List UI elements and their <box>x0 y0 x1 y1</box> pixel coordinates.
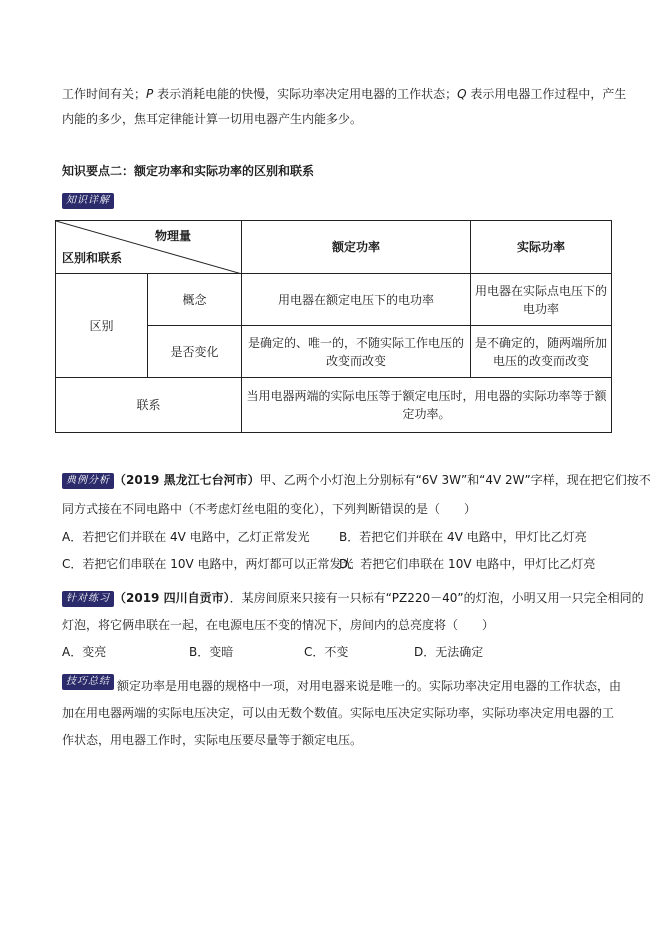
practice-line-1 <box>62 590 644 607</box>
summary-line-1: 额定功率是用电器的规格中一项，对用电器来说是唯一的。实际功率决定用电器的工作状态，由 <box>117 679 622 693</box>
comparison-table <box>55 220 612 433</box>
badge-practice: 针对练习 <box>62 591 114 607</box>
header-rated-power: 额定功率 <box>242 221 471 274</box>
intro-text-b: 表示消耗电能的快慢，实际功率决定用电器的工作状态； <box>153 87 458 101</box>
intro-line-1 <box>62 86 626 102</box>
practice-line-2: 灯泡，将它俩串联在一起，在电源电压不变的情况下，房间内的总亮度将（ ） <box>62 618 495 632</box>
intro-line-2: 内能的多少，焦耳定律能计算一切用电器产生内能多少。 <box>62 112 363 126</box>
corner-label-top: 物理量 <box>154 229 191 243</box>
example-option-d: D．若把它们串联在 10V 电路中，甲灯比乙灯亮 <box>339 557 596 571</box>
badge-knowledge-detail: 知识详解 <box>62 193 114 209</box>
example-text-1: 甲、乙两个小灯泡上分别标有“6V 3W”和“4V 2W”字样，现在把它们按不 <box>259 473 651 487</box>
practice-option-c: C．不变 <box>304 645 349 659</box>
practice-option-a: A．变亮 <box>62 645 107 659</box>
cell-concept-rated: 用电器在额定电压下的电功率 <box>242 274 471 326</box>
cell-change-actual: 是不确定的，随两端所加电压的改变而改变 <box>471 326 612 378</box>
practice-option-b: B．变暗 <box>189 645 234 659</box>
example-option-b: B．若把它们并联在 4V 电路中，甲灯比乙灯亮 <box>339 530 587 544</box>
cell-concept-actual: 用电器在实际点电压下的电功率 <box>471 274 612 326</box>
symbol-p: P <box>146 87 154 101</box>
practice-source: （2019 四川自贡市） <box>114 591 230 605</box>
example-source: （2019 黑龙江七台河市） <box>114 473 260 487</box>
row-label-link: 联系 <box>56 378 242 433</box>
row-label-concept: 概念 <box>148 274 242 326</box>
badge-skill-summary: 技巧总结 <box>62 674 114 690</box>
practice-text-1: ．某房间原来只接有一只标有“PZ220－40”的灯泡，小明又用一只完全相同的 <box>229 591 644 605</box>
badge-example-analysis: 典例分析 <box>62 473 114 489</box>
practice-option-d: D．无法确定 <box>414 645 484 659</box>
row-label-difference: 区别 <box>56 274 148 378</box>
example-line-2: 同方式接在不同电路中（不考虑灯丝电阻的变化），下列判断错误的是（ ） <box>62 502 477 516</box>
corner-label-bottom: 区别和联系 <box>62 251 123 265</box>
intro-text-c: 表示用电器工作过程中，产生 <box>466 87 627 101</box>
intro-text-a: 工作时间有关； <box>62 87 147 101</box>
header-actual-power: 实际功率 <box>471 221 612 274</box>
example-line-1 <box>62 472 651 489</box>
summary-line-2: 加在用电器两端的实际电压决定，可以由无数个数值。实际电压决定实际功率，实际功率决定用电器的工 <box>62 706 615 720</box>
table-corner-cell <box>56 221 242 274</box>
cell-change-rated: 是确定的、唯一的，不随实际工作电压的改变而改变 <box>242 326 471 378</box>
example-option-c: C．若把它们串联在 10V 电路中，两灯都可以正常发光 <box>62 557 354 571</box>
example-option-a: A．若把它们并联在 4V 电路中，乙灯正常发光 <box>62 530 310 544</box>
row-label-change: 是否变化 <box>148 326 242 378</box>
summary-line-3: 作状态，用电器工作时，实际电压要尽量等于额定电压。 <box>62 733 363 747</box>
symbol-q: Q <box>457 87 467 101</box>
cell-link-text: 当用电器两端的实际电压等于额定电压时，用电器的实际功率等于额定功率。 <box>242 378 612 433</box>
section-heading: 知识要点二：额定功率和实际功率的区别和联系 <box>62 164 315 178</box>
